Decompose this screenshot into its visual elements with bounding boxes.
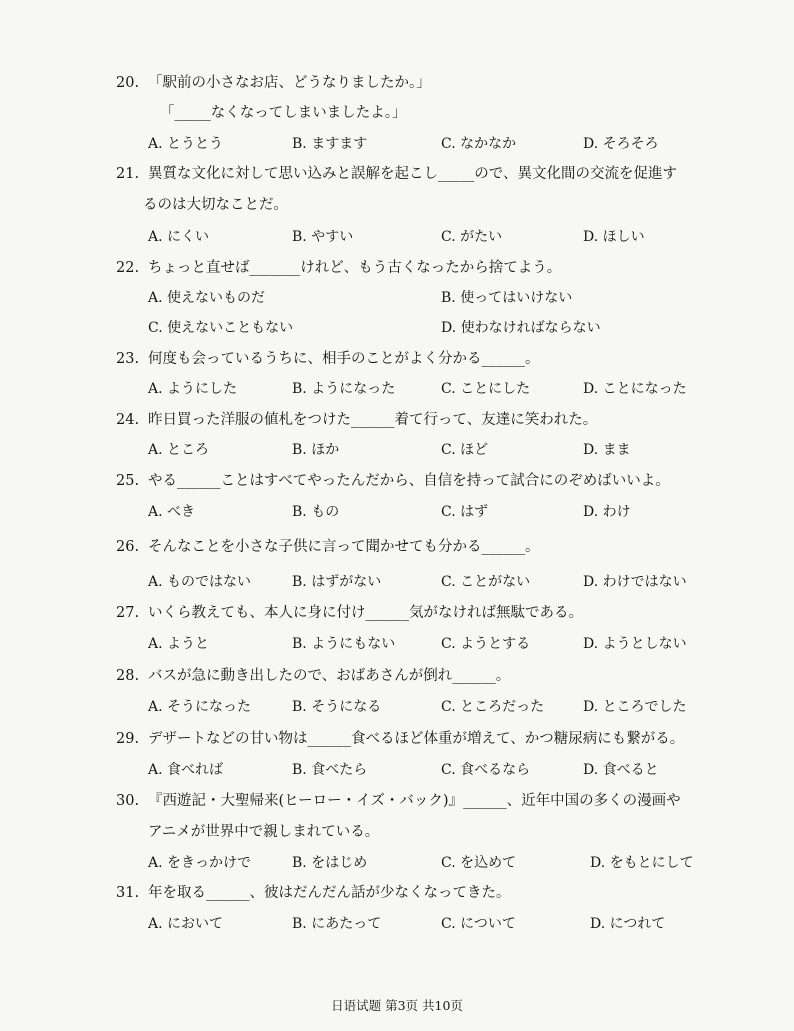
question-text: るのは大切なことだ。 bbox=[143, 197, 288, 213]
option-c: C. ところだった bbox=[441, 699, 545, 715]
option-d: D. 食べると bbox=[583, 762, 659, 778]
option-c: C. はず bbox=[441, 504, 489, 520]
option-c: C. ことにした bbox=[441, 381, 531, 397]
question-text: 『西遊記・大聖帰来(ヒーロー・イズ・バック)』______、近年中国の多くの漫画や bbox=[148, 793, 681, 809]
question-text: ちょっと直せば_______けれど、もう古くなったから捨てよう。 bbox=[148, 260, 562, 276]
option-c: C. ことがない bbox=[441, 574, 531, 590]
option-d: D. をもとにして bbox=[590, 855, 694, 871]
option-b: B. ようになった bbox=[292, 381, 396, 397]
question-text: デザートなどの甘い物は______食べるほど体重が増えて、かつ糖尿病にも繋がる。 bbox=[148, 731, 685, 747]
question-text: 異質な文化に対して思い込みと誤解を起こし_____ので、異文化間の交流を促進す bbox=[148, 166, 677, 182]
option-c: C. ほど bbox=[441, 442, 489, 458]
option-a: A. 食べれば bbox=[148, 762, 224, 778]
option-a: A. 使えないものだ bbox=[148, 290, 266, 306]
question-text: やる______ことはすべてやったんだから、自信を持って試合にのぞめばいいよ。 bbox=[148, 473, 670, 489]
option-b: B. 食べたら bbox=[292, 762, 368, 778]
question-number: 29. bbox=[116, 731, 140, 747]
question-number: 21. bbox=[116, 166, 140, 182]
question-text: 昨日買った洋服の値札をつけた______着て行って、友達に笑われた。 bbox=[148, 412, 598, 428]
question-number: 30. bbox=[116, 793, 140, 809]
question-text: 「_____なくなってしまいましたよ。」 bbox=[160, 105, 407, 121]
option-a: A. ようと bbox=[148, 636, 210, 652]
option-c: C. 使えないこともない bbox=[148, 320, 294, 336]
option-a: A. において bbox=[148, 916, 224, 932]
option-a: A. とうとう bbox=[148, 136, 224, 152]
option-a: A. そうになった bbox=[148, 699, 252, 715]
option-a: A. ものではない bbox=[148, 574, 252, 590]
question-number: 26. bbox=[116, 539, 140, 555]
question-number: 27. bbox=[116, 605, 140, 621]
option-c: C. がたい bbox=[441, 229, 503, 245]
question-text: バスが急に動き出したので、おばあさんが倒れ______。 bbox=[148, 668, 511, 684]
option-d: D. ことになった bbox=[583, 381, 687, 397]
option-a: A. ところ bbox=[148, 442, 210, 458]
question-number: 31. bbox=[116, 885, 140, 901]
option-b: B. ほか bbox=[292, 442, 340, 458]
question-text: そんなことを小さな子供に言って聞かせても分かる______。 bbox=[148, 539, 540, 555]
question-text: 年を取る______、彼はだんだん話が少なくなってきた。 bbox=[148, 885, 511, 901]
option-a: A. をきっかけで bbox=[148, 855, 252, 871]
option-c: C. 食べるなら bbox=[441, 762, 531, 778]
option-d: D. 使わなければならない bbox=[441, 320, 601, 336]
question-number: 25. bbox=[116, 473, 140, 489]
option-b: B. はずがない bbox=[292, 574, 382, 590]
question-text: いくら教えても、本人に身に付け______気がなければ無駄である。 bbox=[148, 605, 583, 621]
option-c: C. ようとする bbox=[441, 636, 531, 652]
option-b: B. もの bbox=[292, 504, 340, 520]
option-c: C. について bbox=[441, 916, 516, 932]
option-b: B. ようにもない bbox=[292, 636, 396, 652]
option-b: B. をはじめ bbox=[292, 855, 368, 871]
option-d: D. につれて bbox=[590, 916, 666, 932]
option-c: C. を込めて bbox=[441, 855, 517, 871]
question-number: 23. bbox=[116, 351, 140, 367]
option-d: D. ところでした bbox=[583, 699, 687, 715]
option-b: B. そうになる bbox=[292, 699, 382, 715]
option-a: A. べき bbox=[148, 504, 196, 520]
option-d: D. まま bbox=[583, 442, 631, 458]
question-number: 28. bbox=[116, 668, 140, 684]
option-b: B. 使ってはいけない bbox=[441, 290, 573, 306]
option-d: D. ほしい bbox=[583, 229, 645, 245]
option-b: B. やすい bbox=[292, 229, 354, 245]
option-b: B. にあたって bbox=[292, 916, 382, 932]
question-number: 22. bbox=[116, 260, 140, 276]
option-c: C. なかなか bbox=[441, 136, 517, 152]
option-d: D. わけ bbox=[583, 504, 631, 520]
option-d: D. わけではない bbox=[583, 574, 687, 590]
question-text: 「駅前の小さなお店、どうなりましたか。」 bbox=[148, 75, 431, 91]
option-b: B. ますます bbox=[292, 136, 368, 152]
option-d: D. そろそろ bbox=[583, 136, 659, 152]
option-d: D. ようとしない bbox=[583, 636, 687, 652]
page-footer: 日语试题 第3页 共10页 bbox=[331, 998, 463, 1013]
question-text: 何度も会っているうちに、相手のことがよく分かる______。 bbox=[148, 351, 540, 367]
option-a: A. にくい bbox=[148, 229, 210, 245]
question-text: アニメが世界中で親しまれている。 bbox=[148, 824, 380, 840]
question-number: 24. bbox=[116, 412, 140, 428]
question-number: 20. bbox=[116, 75, 140, 91]
option-a: A. ようにした bbox=[148, 381, 238, 397]
